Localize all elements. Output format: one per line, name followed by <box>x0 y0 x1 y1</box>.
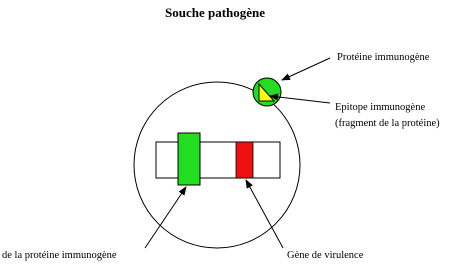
label-epitope-line1: Epitope immunogène <box>335 102 426 113</box>
arrow-to-protein <box>282 58 330 80</box>
label-epitope-line2: (fragment de la protéine) <box>335 118 440 129</box>
label-immunogenic-protein: Protéine immunogène <box>337 52 430 63</box>
diagram-title: Souche pathogène <box>165 5 266 20</box>
label-virulence-gene: Gène de virulence <box>287 250 364 261</box>
chromosome-bar <box>156 142 280 178</box>
arrow-to-virulence-gene <box>246 180 283 248</box>
immunogenic-protein-gene <box>178 133 200 185</box>
immunogenic-protein <box>253 78 281 106</box>
virulence-gene <box>236 142 253 178</box>
label-protein-gene: de la protéine immunogène <box>2 250 117 261</box>
